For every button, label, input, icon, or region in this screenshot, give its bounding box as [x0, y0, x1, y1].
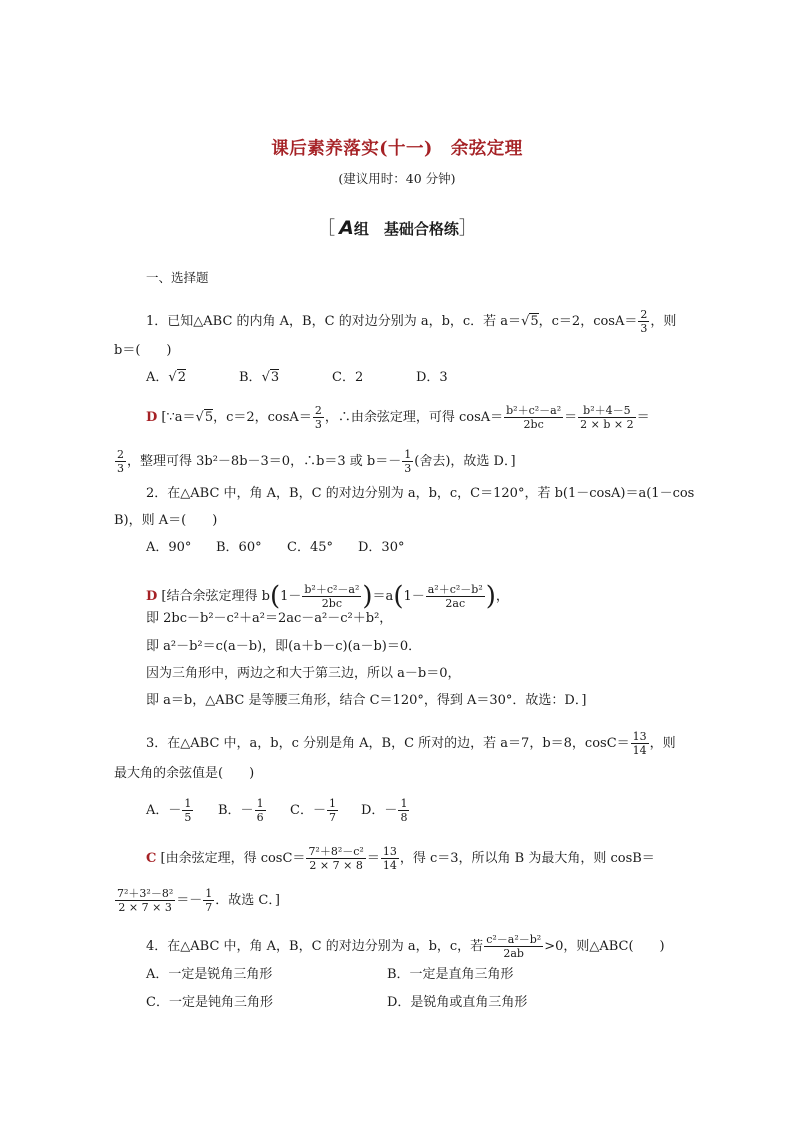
- q1-sol-frac3: [402, 449, 413, 474]
- q1-option-b: B．√3: [239, 370, 280, 385]
- q1-solution-line2: [114, 449, 516, 474]
- equals: ＝: [564, 410, 578, 425]
- q4-frac: [484, 934, 543, 959]
- q1-sol-text-c: ，∴由余弦定理，可得 cosA＝: [324, 410, 504, 425]
- frac-num: 1: [184, 797, 192, 810]
- q3-option-d: [361, 798, 410, 823]
- option-frac: [398, 798, 409, 823]
- frac-num: b²＋4－5: [578, 405, 635, 418]
- q4-option-a: A．一定是锐角三角形: [146, 967, 273, 982]
- q3-sol-frac2: [381, 846, 399, 871]
- page-title: 课后素养落实(十一) 余弦定理: [271, 139, 523, 159]
- frac-num: 2: [640, 308, 648, 321]
- q4-stem: [146, 934, 665, 959]
- frac-num: 2: [117, 448, 124, 461]
- q3-stem-text-b: ，则: [649, 736, 676, 751]
- frac-num: 13: [382, 845, 397, 858]
- frac-num: 1: [256, 797, 264, 810]
- option-frac: [327, 798, 338, 823]
- q1-sol-text-d: ，整理可得 3b²－8b－3＝0，∴b＝3 或 b＝－: [127, 454, 402, 469]
- frac-den: 8: [400, 811, 408, 824]
- q1-sol-sqrt5: 5: [204, 410, 214, 425]
- q1-number: 1．: [146, 314, 168, 329]
- q1-frac-2-3: [638, 309, 649, 334]
- q1-sol-text-b: ，c＝2，cosA＝: [213, 410, 312, 425]
- frac-den: 6: [256, 811, 264, 824]
- group-badge: A: [339, 217, 354, 239]
- group-label: 组 基础合格练: [353, 220, 459, 238]
- q4-option-b: B．一定是直角三角形: [387, 967, 514, 982]
- q1-option-a: A．√2: [146, 370, 186, 385]
- frac-num: 7²＋3²－8²: [117, 887, 174, 900]
- q1-sol-text-a: [∵a＝: [161, 410, 196, 425]
- q3-stem-line1: [146, 731, 676, 756]
- option-label: B．: [239, 370, 262, 385]
- frac-den: 3: [404, 462, 412, 475]
- q4-number: 4．: [146, 939, 168, 954]
- q1-sol-frac2: [578, 405, 635, 430]
- frac-den: 7: [328, 811, 336, 824]
- q1-option-c: C．2: [332, 370, 364, 385]
- group-close-bracket: ］: [458, 218, 477, 239]
- q1-option-d: D．3: [416, 370, 448, 385]
- q2-stem-line2: B)，则 A＝( ): [114, 513, 218, 528]
- frac-den: 2 × 7 × 3: [118, 901, 172, 914]
- option-label: D．－: [361, 803, 398, 818]
- q2-option-b: B．60°: [216, 540, 262, 555]
- q3-answer-letter: C: [146, 851, 157, 866]
- q2-stem-line1: [146, 487, 694, 500]
- option-label: C．－: [290, 803, 326, 818]
- q3-sol-text-c: ＝－: [176, 893, 203, 908]
- q1-solution-line1: D [∵a＝√5，c＝2，cosA＝ $\frac{2}{3}$ ，∴由余弦定理，可得 cosA＝ $\frac{\text{b²＋c²－a²}}{2bc}$ ＝ $\frac{\text{b²＋4－5}}{2 \times b \times 2}$ ＝: [146, 404, 650, 431]
- q1-answer-letter: D: [146, 410, 158, 425]
- q2-solution-line3: 即 a²－b²＝c(a－b)，即(a＋b－c)(a－b)＝0．: [146, 639, 422, 654]
- frac-num: 1: [328, 797, 336, 810]
- option-radicand: 2: [177, 370, 186, 385]
- q2-number: 2．: [146, 486, 168, 501]
- q2-option-c: C．45°: [287, 540, 333, 555]
- suggested-time: (建议用时：40 分钟): [338, 171, 456, 186]
- frac-den: 2bc: [321, 597, 342, 610]
- q3-sol-text-a: [由余弦定理，得 cosC＝: [160, 851, 306, 866]
- q3-solution-line2: [114, 888, 280, 913]
- frac-den: 3: [314, 418, 322, 431]
- frac-den: 14: [382, 859, 397, 872]
- q3-stem-text-a: 在△ABC 中，a，b，c 分别是角 A，B，C 所对的边，若 a＝7，b＝8，cosC＝: [167, 736, 630, 751]
- frac-num: 1: [404, 448, 412, 461]
- q2-solution-line5: 即 a＝b，△ABC 是等腰三角形，结合 C＝120°，得到 A＝30°．故选：D．]: [146, 693, 587, 708]
- option-frac: [255, 798, 266, 823]
- q2-option-d: D．30°: [358, 540, 405, 555]
- q2-sol-text-a: [结合余弦定理得 b: [161, 589, 270, 604]
- q3-sol-text-b: ，得 c＝3，所以角 B 为最大角，则 cosB＝: [399, 851, 655, 866]
- q4-stem-text-b: >0，则△ABC( ): [544, 939, 665, 954]
- q2-stem-text: 在△ABC 中，角 A，B，C 的对边分别为 a，b，c，C＝120°，若 b(1－cosA)＝a(1－cos: [167, 486, 695, 501]
- q2-option-a: A．90°: [146, 540, 192, 555]
- q2-sol-frac2: [426, 584, 485, 609]
- q2-solution-line4: 因为三角形中，两边之和大于第三边，所以 a－b＝0，: [146, 666, 461, 681]
- frac-num: b²＋c²－a²: [506, 404, 562, 417]
- q2-solution-line2: 即 2bc－b²－c²＋a²＝2ac－a²－c²＋b²，: [146, 611, 393, 626]
- equals: ＝: [636, 410, 650, 425]
- frac-den: 2bc: [523, 418, 544, 431]
- frac-den: 3: [640, 322, 648, 335]
- q2-sol-frac1: [302, 584, 361, 609]
- q1-sqrt5: 5: [530, 314, 539, 329]
- frac-num: 13: [632, 730, 647, 743]
- frac-den: 2ac: [445, 597, 466, 610]
- frac-num: c²－a²－b²: [486, 933, 542, 946]
- option-label: A．－: [146, 803, 182, 818]
- q1-sol-frac-2-3b: [115, 449, 126, 474]
- q1-sol-frac-2-3: [313, 405, 324, 430]
- q1-sol-frac1: [504, 405, 563, 430]
- q2-solution-line1: D [结合余弦定理得 b(1－ $\frac{\text{b²＋c²－a²}}{2bc}$ )＝a(1－ $\frac{\text{a²＋c²－b²}}{2ac}$ )，: [146, 581, 509, 612]
- q1-stem-text-a: 已知△ABC 的内角 A，B，C 的对边分别为 a，b，c．若 a＝: [167, 314, 522, 329]
- frac-num: 1: [205, 887, 213, 900]
- option-frac: [182, 798, 193, 823]
- frac-den: 2 × 7 × 8: [309, 859, 363, 872]
- q2-answer-letter: D: [146, 589, 158, 604]
- option-radicand: 3: [270, 370, 280, 385]
- frac-den: 7: [205, 901, 213, 914]
- q1-stem-text-c: ，则: [650, 314, 677, 329]
- frac-den: 14: [632, 744, 647, 757]
- q3-sol-text-d: ．故选 C．]: [215, 893, 280, 908]
- q1-stem-text-b: ，c＝2，cosA＝: [538, 314, 638, 329]
- q4-option-c: C．一定是钝角三角形: [146, 995, 273, 1010]
- q1-sol-text-e: (舍去)，故选 D．]: [414, 454, 516, 469]
- q4-option-d: D．是锐角或直角三角形: [387, 995, 528, 1010]
- q3-option-c: [290, 798, 339, 823]
- q3-sol-frac4: [203, 888, 214, 913]
- frac-den: 2 × b × 2: [580, 418, 634, 431]
- q1-stem-line2: b＝( ): [114, 343, 172, 358]
- group-heading: [0, 219, 794, 238]
- frac-den: 2ab: [503, 947, 524, 960]
- frac-num: b²＋c²－a²: [304, 583, 360, 596]
- q3-frac-13-14: [631, 731, 649, 756]
- option-label: B．－: [218, 803, 254, 818]
- frac-den: 3: [117, 462, 124, 475]
- frac-num: a²＋c²－b²: [427, 583, 483, 596]
- q3-stem-line2: 最大角的余弦值是( ): [114, 766, 255, 781]
- option-label: A．: [146, 370, 169, 385]
- q2-sol-text-b: ＝a: [372, 589, 394, 604]
- frac-den: 5: [184, 811, 192, 824]
- group-open-bracket: ［: [317, 218, 336, 239]
- q3-option-a: [146, 798, 194, 823]
- q1-stem-line1: 1．已知△ABC 的内角 A，B，C 的对边分别为 a，b，c．若 a＝√5，c＝2，cosA＝ $\frac{2}{3}$ ，则: [146, 308, 677, 335]
- q3-number: 3．: [146, 736, 168, 751]
- q3-sol-frac1: [306, 846, 365, 871]
- q3-option-b: [218, 798, 267, 823]
- q3-sol-frac3: [115, 888, 175, 913]
- frac-num: 7²＋8²－c²: [308, 845, 364, 858]
- frac-num: 2: [314, 404, 322, 417]
- frac-num: 1: [400, 797, 408, 810]
- q3-solution-line1: C [由余弦定理，得 cosC＝ $\frac{\text{7²＋8²－c²}}{2 \times 7 \times 8}$ ＝ $\frac{13}{14}$ ，得 c＝3，所以角 B 为最大角，则 cosB＝: [146, 845, 655, 872]
- q2-sol-text-c: ，: [495, 589, 509, 604]
- q4-stem-text-a: 在△ABC 中，角 A，B，C 的对边分别为 a，b，c，若: [167, 939, 484, 954]
- section-label: 一、选择题: [146, 270, 209, 285]
